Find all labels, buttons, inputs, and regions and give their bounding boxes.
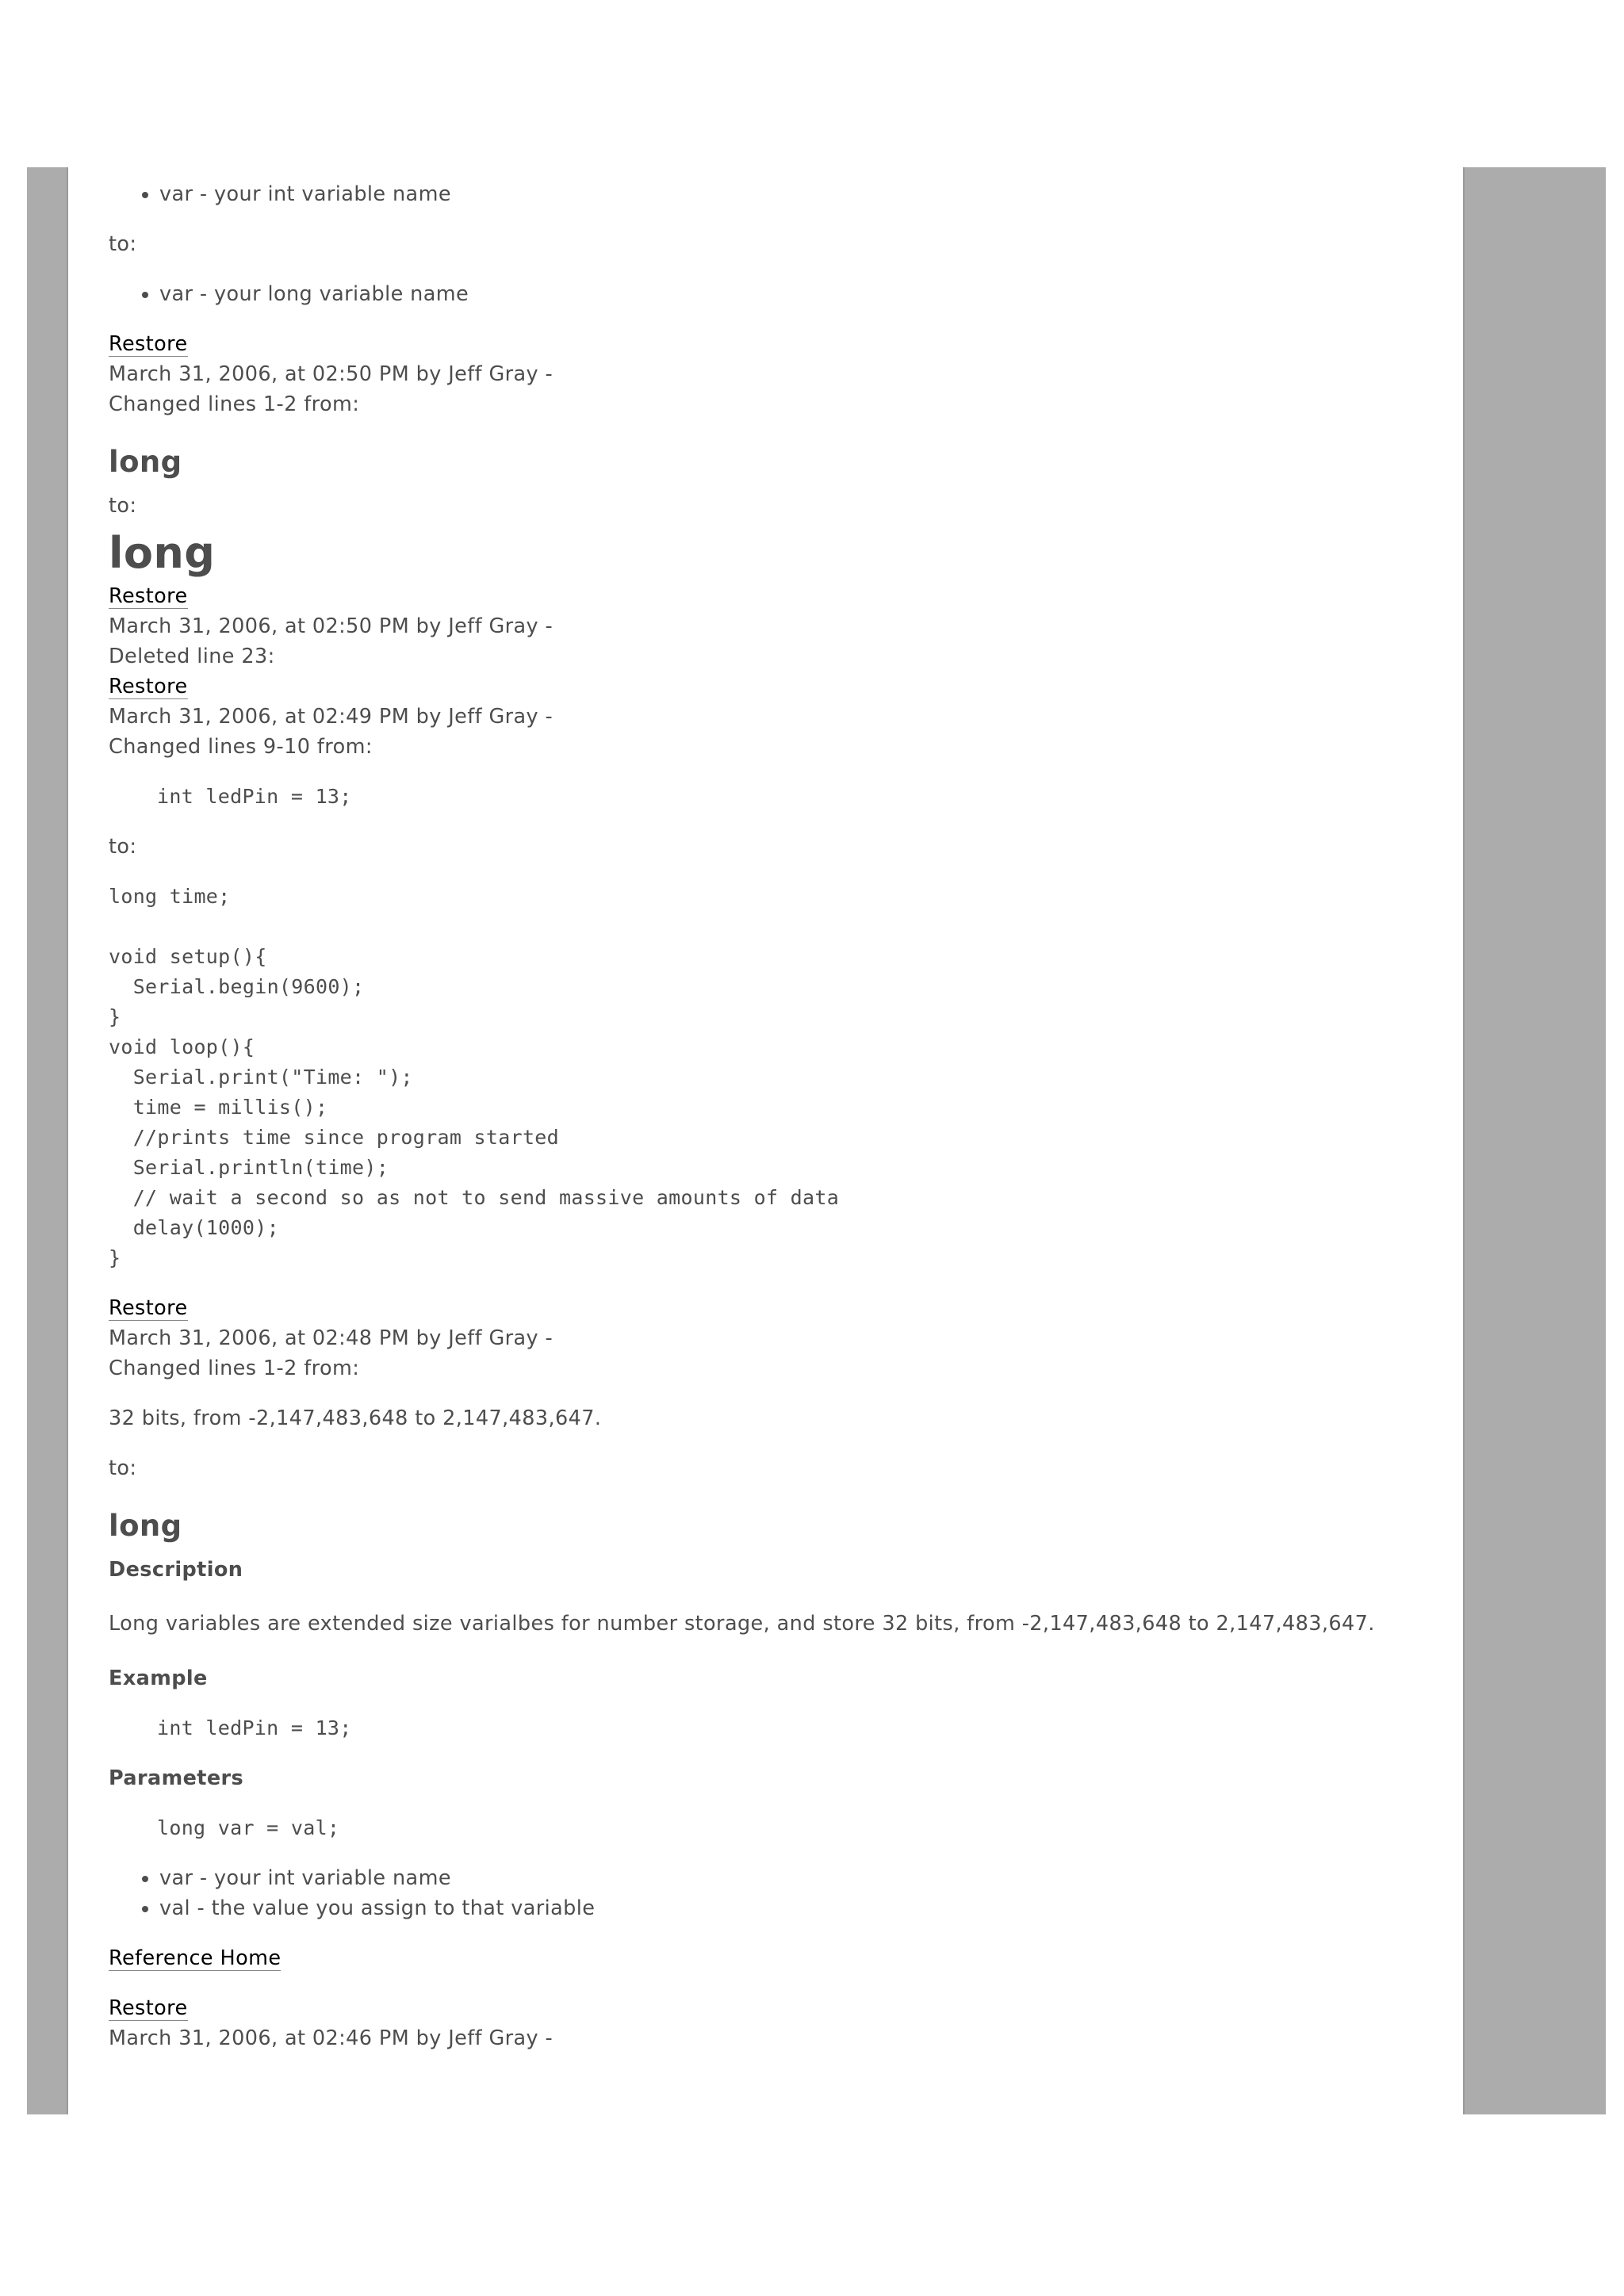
list-item: • var - your long variable name — [159, 279, 1449, 309]
restore-link[interactable]: Restore — [109, 584, 188, 608]
code-block: long var = val; — [157, 1816, 340, 1839]
parameters-heading: Parameters — [109, 1766, 244, 1790]
list-item: • var - your int variable name — [159, 179, 1449, 209]
list-item: • var - your int variable name — [159, 1863, 1449, 1893]
revision-meta: March 31, 2006, at 02:49 PM by Jeff Gray - — [109, 705, 553, 729]
list-item: • val - the value you assign to that variable — [159, 1893, 1449, 1923]
restore-link[interactable]: Restore — [109, 1996, 188, 2020]
description-text: Long variables are extended size varialbes for number storage, and store 32 bits, from -2,147,483,648 to 2,147,483,647. — [109, 1612, 1375, 1636]
revision-meta: March 31, 2006, at 02:50 PM by Jeff Gray - — [109, 362, 553, 386]
code-block: int ledPin = 13; — [157, 1716, 352, 1739]
to-label: to: — [109, 494, 137, 518]
change-summary: Deleted line 23: — [109, 645, 275, 668]
section-heading: long — [109, 445, 182, 479]
page-title: long — [109, 528, 216, 578]
example-heading: Example — [109, 1667, 208, 1690]
description-heading: Description — [109, 1558, 243, 1582]
code-block: int ledPin = 13; — [157, 785, 352, 808]
bullet-list — [109, 179, 1449, 209]
restore-link[interactable]: Restore — [109, 332, 188, 356]
page-history-content — [109, 179, 1449, 2053]
change-summary: Changed lines 1-2 from: — [109, 392, 360, 416]
to-label: to: — [109, 835, 137, 859]
left-sidebar-bar — [27, 167, 68, 2114]
section-heading: long — [109, 1509, 182, 1543]
change-summary: Changed lines 9-10 from: — [109, 735, 373, 759]
revision-meta: March 31, 2006, at 02:46 PM by Jeff Gray - — [109, 2026, 553, 2050]
reference-home-link[interactable]: Reference Home — [109, 1946, 282, 1970]
restore-link[interactable]: Restore — [109, 1296, 188, 1320]
right-sidebar-bar — [1463, 167, 1606, 2114]
paragraph: 32 bits, from -2,147,483,648 to 2,147,483,647. — [109, 1406, 602, 1430]
to-label: to: — [109, 232, 137, 256]
parameter-list — [109, 1863, 1449, 1923]
to-label: to: — [109, 1456, 137, 1480]
code-block: long time; void setup(){ Serial.begin(9600); } void loop(){ Serial.print("Time: "); time = millis(); //prints time since program started Serial.println(time); // wait a second so as not to send massive amounts of data delay(1000); } — [109, 885, 840, 1269]
restore-link[interactable]: Restore — [109, 675, 188, 698]
change-summary: Changed lines 1-2 from: — [109, 1357, 360, 1380]
revision-meta: March 31, 2006, at 02:50 PM by Jeff Gray - — [109, 614, 553, 638]
bullet-list — [109, 279, 1449, 309]
revision-meta: March 31, 2006, at 02:48 PM by Jeff Gray - — [109, 1326, 553, 1350]
